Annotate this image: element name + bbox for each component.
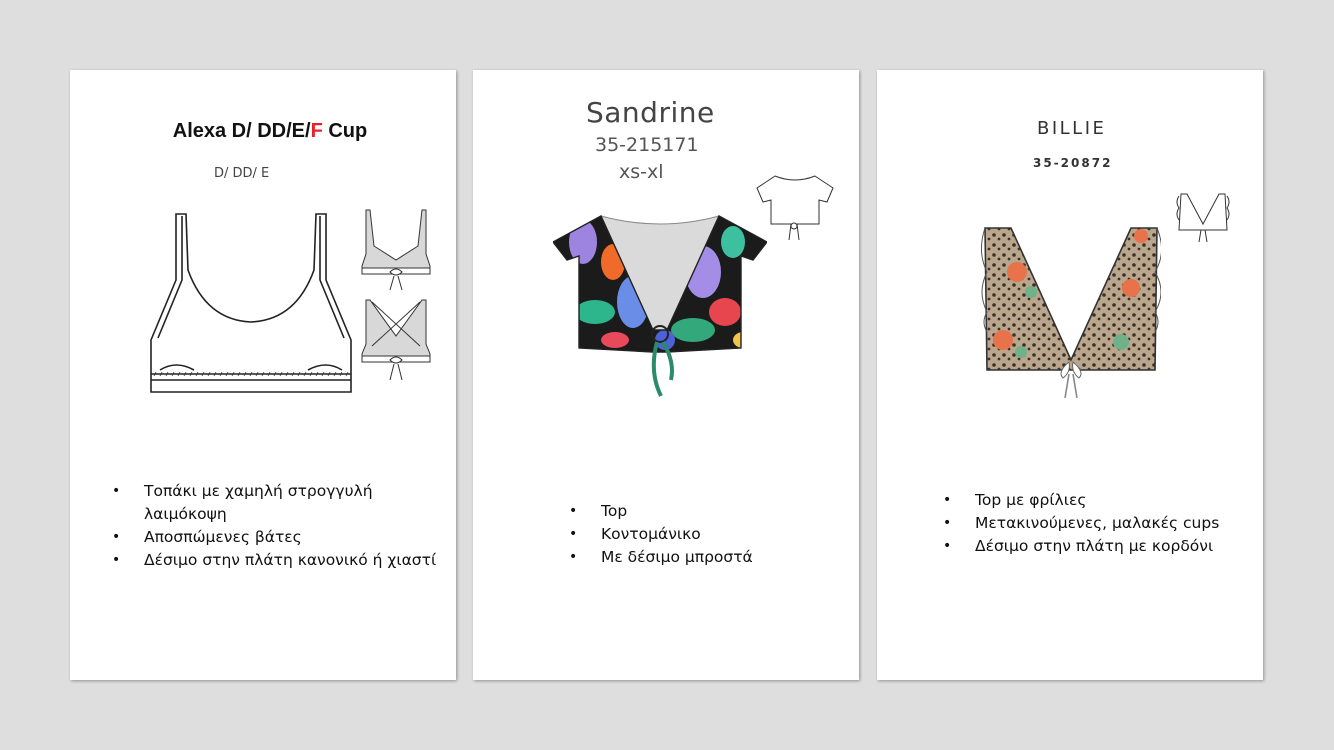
product-code: 35-20872 [1033, 156, 1113, 170]
product-title: Sandrine [586, 96, 715, 129]
top-front-sketch [553, 212, 767, 402]
product-code: 35-215171 [595, 134, 699, 156]
list-item: • Δέσιμο στην πλάτη με κορδόνι [943, 535, 1255, 558]
list-item: • Τοπάκι με χαμηλή στρογγυλή λαιμόκοψη [112, 480, 442, 526]
product-card-sandrine [473, 70, 859, 680]
list-item: • Top [569, 500, 849, 523]
size-range: D/ DD/ E [214, 166, 270, 181]
bra-front-sketch [146, 210, 356, 400]
list-item: • Κοντομάνικο [569, 523, 849, 546]
size-range: xs-xl [619, 161, 664, 183]
list-item: • Με δέσιμο μπροστά [569, 546, 849, 569]
product-title: BILLIE [1037, 118, 1107, 139]
product-card-billie [877, 70, 1263, 680]
back-view-sketch [1175, 190, 1231, 246]
product-card-alexa [70, 70, 456, 680]
product-title: Alexa D/ DD/E/F Cup [172, 120, 368, 142]
top-front-sketch [981, 222, 1161, 406]
feature-list [112, 480, 442, 572]
list-item: • Μετακινούμενες, μαλακές cups [943, 512, 1255, 535]
list-item: • Top με φρίλιες [943, 489, 1255, 512]
list-item: • Δέσιμο στην πλάτη κανονικό ή χιαστί [112, 549, 442, 572]
feature-list [943, 489, 1255, 558]
back-view-sketch [360, 206, 434, 386]
feature-list [569, 500, 849, 569]
list-item: • Αποσπώμενες βάτες [112, 526, 442, 549]
